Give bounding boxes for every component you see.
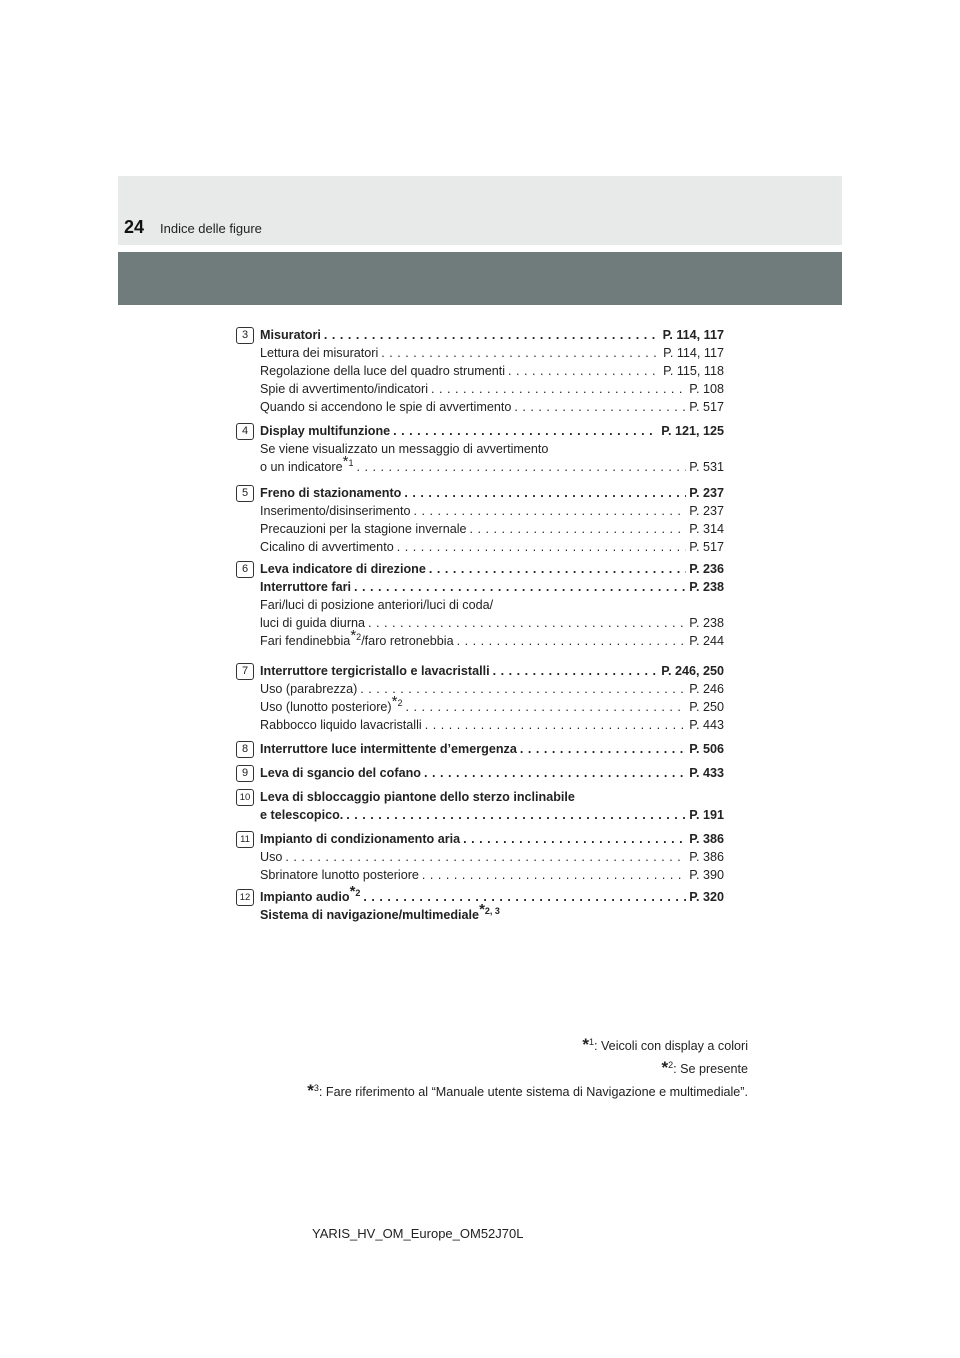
toc-entry (260, 680, 724, 698)
toc-group (236, 764, 724, 782)
leader-dots (431, 380, 686, 398)
toc-entry (260, 453, 724, 476)
toc-entry-label: Interruttore luce intermittente d’emergenza (260, 742, 517, 756)
figure-number-badge: 6 (236, 561, 254, 578)
leader-dots (520, 740, 686, 758)
toc-entry (260, 326, 724, 344)
toc-group (236, 883, 724, 924)
toc-entry-label: luci di guida diurna (260, 616, 366, 630)
page-reference: P. 236 (689, 562, 724, 576)
figure-number-badge: 3 (236, 327, 254, 344)
leader-dots (514, 398, 686, 416)
toc-entry-label: Lettura dei misuratori (260, 346, 379, 360)
footnotes (307, 1034, 748, 1103)
toc-entry (260, 560, 724, 578)
toc-entry-label: Misuratori (260, 328, 321, 342)
toc-entry-label: Uso (260, 850, 283, 864)
toc-entry (260, 830, 724, 848)
toc-entry-label: Precauzioni per la stagione invernale (260, 522, 467, 536)
leader-dots (346, 806, 686, 824)
toc-entry-label: o un indicatore$^{*1}$ (260, 453, 354, 474)
page-reference: P. 237 (689, 486, 724, 500)
figure-number-badge: 4 (236, 423, 254, 440)
toc-entry (260, 740, 724, 758)
leader-dots (405, 698, 686, 716)
toc-group (236, 788, 724, 824)
toc-entry (260, 901, 724, 924)
toc-entry-label: Cicalino di avvertimento (260, 540, 394, 554)
leader-dots (360, 680, 686, 698)
toc-entry-label: Leva di sbloccaggio piantone dello sterzo inclinabile (260, 790, 575, 804)
page-reference: P. 238 (689, 616, 724, 630)
toc-group (236, 662, 724, 734)
toc-entry (260, 614, 724, 632)
page-reference: P. 108 (689, 382, 724, 396)
toc-group (236, 326, 724, 416)
toc-entry (260, 627, 724, 650)
figure-number-badge: 11 (236, 831, 254, 848)
toc-entry (260, 538, 724, 556)
footnote-ref: *2 (350, 627, 362, 644)
toc-entry (260, 422, 724, 440)
footnote: *$^1$: Veicoli con display a colori (582, 1035, 748, 1054)
toc-entry (260, 344, 724, 362)
page-reference: P. 517 (689, 540, 724, 554)
toc-group (236, 740, 724, 758)
page-reference: P. 246 (689, 682, 724, 696)
toc-entry (260, 578, 724, 596)
page-reference: P. 531 (689, 460, 724, 474)
footnote: *$^3$: Fare riferimento al “Manuale utente sistema di Navigazione e multimediale”. (307, 1081, 748, 1100)
page-reference: P. 114, 117 (662, 328, 724, 342)
page-reference: P. 238 (689, 580, 724, 594)
toc-entry-label: Se viene visualizzato un messaggio di avvertimento (260, 442, 549, 456)
toc-entry (260, 520, 724, 538)
toc-entry (260, 866, 724, 884)
leader-dots (397, 538, 687, 556)
leader-dots (414, 502, 687, 520)
toc-entry-label: e telescopico. (260, 808, 344, 822)
page-number: 24 (124, 217, 145, 237)
leader-dots (354, 578, 686, 596)
toc-entry-label: Fari/luci di posizione anteriori/luci di coda/ (260, 598, 494, 612)
toc-entry-label: Interruttore fari (260, 580, 351, 594)
toc-entry (260, 596, 724, 614)
footnote-ref: *2 (349, 883, 361, 900)
toc-entry-label: Regolazione della luce del quadro strumenti (260, 364, 506, 378)
leader-dots (457, 632, 687, 650)
page-reference: P. 237 (689, 504, 724, 518)
leader-dots (424, 764, 686, 782)
footnote-ref: *1 (342, 453, 354, 470)
leader-dots (363, 888, 686, 906)
leader-dots (324, 326, 660, 344)
page-reference: P. 191 (689, 808, 724, 822)
page-reference: P. 517 (689, 400, 724, 414)
toc-entry (260, 440, 724, 458)
leader-dots (470, 520, 687, 538)
page-reference: P. 246, 250 (661, 664, 724, 678)
toc-entry (260, 662, 724, 680)
page-reference: P. 314 (689, 522, 724, 536)
toc-entry-label: Spie di avvertimento/indicatori (260, 382, 428, 396)
figure-number-badge: 8 (236, 741, 254, 758)
toc-entry (260, 502, 724, 520)
toc-entry-label: Inserimento/disinserimento (260, 504, 411, 518)
page-reference: P. 114, 117 (663, 346, 724, 360)
toc-entry (260, 848, 724, 866)
toc-entry (260, 788, 724, 806)
footnote-ref: *2, 3 (479, 901, 500, 918)
toc-group (236, 484, 724, 556)
toc-entry (260, 380, 724, 398)
leader-dots (425, 716, 687, 734)
toc-entry-label: Fari fendinebbia$^{*2}$/faro retronebbia (260, 627, 454, 648)
toc-entry (260, 883, 724, 906)
toc-entry (260, 716, 724, 734)
leader-dots (493, 662, 659, 680)
document-code: YARIS_HV_OM_Europe_OM52J70L (312, 1226, 524, 1241)
leader-dots (285, 848, 686, 866)
page-header (118, 176, 842, 245)
toc-entry (260, 484, 724, 502)
header-band (118, 252, 842, 305)
toc-entry-label: Uso (lunotto posteriore)$^{*2}$ (260, 693, 403, 714)
toc-entry-label: Quando si accendono le spie di avvertimento (260, 400, 512, 414)
page-reference: P. 121, 125 (661, 424, 724, 438)
toc-group (236, 560, 724, 650)
figure-number-badge: 10 (236, 789, 254, 806)
figure-number-badge: 7 (236, 663, 254, 680)
page-reference: P. 386 (689, 850, 724, 864)
toc-entry-label: Sbrinatore lunotto posteriore (260, 868, 419, 882)
leader-dots (356, 458, 686, 476)
page-reference: P. 244 (689, 634, 724, 648)
section-title: Indice delle figure (160, 221, 262, 236)
toc-entry (260, 806, 724, 824)
toc-entry (260, 693, 724, 716)
page-reference: P. 506 (689, 742, 724, 756)
figure-number-badge: 5 (236, 485, 254, 502)
toc-entry (260, 398, 724, 416)
leader-dots (429, 560, 686, 578)
page-reference: P. 433 (689, 766, 724, 780)
toc-entry-label: Impianto di condizionamento aria (260, 832, 461, 846)
toc-entry-label: Rabbocco liquido lavacristalli (260, 718, 422, 732)
toc-entry (260, 764, 724, 782)
page-reference: P. 250 (689, 700, 724, 714)
page-reference: P. 386 (689, 832, 724, 846)
leader-dots (368, 614, 686, 632)
leader-dots (463, 830, 686, 848)
figure-number-badge: 9 (236, 765, 254, 782)
page-reference: P. 390 (689, 868, 724, 882)
page-reference: P. 115, 118 (663, 364, 724, 378)
leader-dots (393, 422, 658, 440)
toc-entry-label: Freno di stazionamento (260, 486, 402, 500)
toc-entry-label: Interruttore tergicristallo e lavacristalli (260, 664, 490, 678)
toc-group (236, 422, 724, 476)
leader-dots (381, 344, 660, 362)
toc-entry-label: Impianto audio$^{*2}$ (260, 883, 361, 904)
page-reference: P. 443 (689, 718, 724, 732)
leader-dots (422, 866, 686, 884)
toc-group (236, 830, 724, 884)
footnote: *$^2$: Se presente (661, 1058, 748, 1077)
leader-dots (404, 484, 686, 502)
page-reference: P. 320 (689, 890, 724, 904)
toc-entry-label: Leva di sgancio del cofano (260, 766, 421, 780)
toc-entry-label: Uso (parabrezza) (260, 682, 358, 696)
toc-entry (260, 362, 724, 380)
toc-entry-label: Sistema di navigazione/multimediale$^{*2, 3}$ (260, 901, 500, 922)
leader-dots (508, 362, 660, 380)
toc-entry-label: Leva indicatore di direzione (260, 562, 426, 576)
toc-entry-label: Display multifunzione (260, 424, 391, 438)
figure-number-badge: 12 (236, 889, 254, 906)
footnote-ref: *2 (391, 693, 403, 710)
